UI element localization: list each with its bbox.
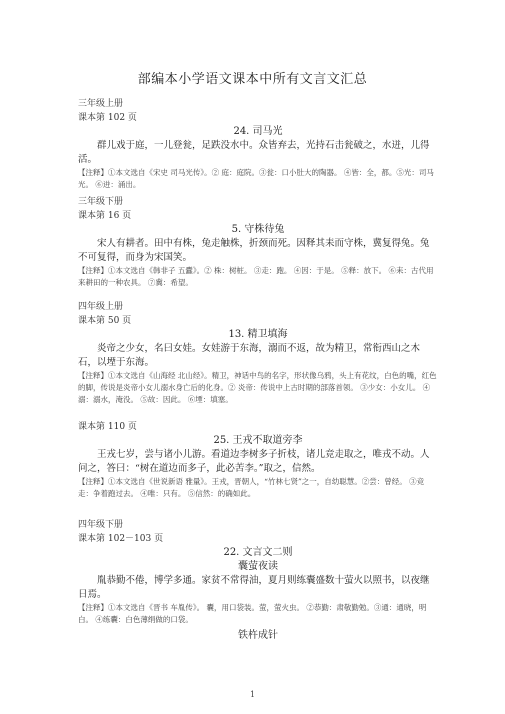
page-reference: 课本第 16 页 (78, 211, 132, 221)
section-wen-yan-wen-er-ze (78, 518, 438, 626)
page-reference: 课本第 110 页 (78, 422, 137, 432)
grade-label: 三年级上册 (78, 99, 124, 109)
lesson-text: 宋人有耕者。田中有株，兔走触株，折颈而死。因释其耒而守株，冀复得兔。兔不可复得，而身为宋国笑。 (78, 238, 430, 263)
lesson-notes: 【注释】①本文选自《世说新语 雅量》。王戎，晋朝人，“竹林七贤”之一，自幼聪慧。②尝：曾经。 ③竞走：争着跑过去。 ④唯：只有。 ⑤信然：的确如此。 (78, 477, 425, 498)
lesson-title: 24. 司马光 (233, 126, 283, 137)
lesson-notes: 【注释】①本文选自《宋史 司马光传》。② 庭：庭院。③瓮：口小肚大的陶器。 ④皆：全，都。⑤光：司马光。 ⑥迸：涌出。 (78, 168, 434, 189)
page-reference: 课本第 102 页 (78, 113, 137, 123)
grade-label: 三年级下册 (78, 197, 124, 207)
page-number: 1 (249, 690, 256, 699)
section-jing-wei-tian-hai (78, 300, 438, 406)
grade-label: 四年级上册 (78, 302, 124, 312)
grade-label: 四年级下册 (78, 520, 124, 530)
section-wang-rong (78, 420, 438, 500)
lesson-title: 13. 精卫填海 (228, 329, 288, 340)
lesson-text: 炎帝之少女，名曰女娃。女娃游于东海，溺而不返，故为精卫，常衔西山之木石，以堙于东海。 (78, 343, 421, 368)
lesson-text: 胤恭勤不倦，博学多通。家贫不常得油，夏月则练囊盛数十萤火以照书，以夜继日焉。 (78, 575, 430, 600)
page-reference: 课本第 102－103 页 (78, 534, 164, 544)
section-tie-chu-cheng-zhen (78, 629, 438, 643)
section-sima-guang (78, 97, 438, 191)
lesson-text: 群儿戏于庭，一儿登瓮，足跌没水中。众皆弃去，光持石击瓮破之，水迸，儿得活。 (78, 140, 430, 165)
lesson-title: 5. 守株待兔 (231, 224, 285, 235)
lesson-notes: 【注释】①本文选自《晋书 车胤传》。 囊，用口袋装。萤，萤火虫。 ②恭勤：肃敬勤勉。③通：通晓，明白。 ④练囊：白色薄绢做的口袋。 (78, 603, 427, 624)
lesson-text: 王戎七岁，尝与诸小儿游。看道边李树多子折枝，诸儿竞走取之，唯戎不动。人问之，答曰：“树在道边而多子，此必苦李。”取之，信然。 (78, 449, 430, 474)
lesson-title: 铁杵成针 (238, 630, 278, 641)
lesson-subtitle: 囊萤夜读 (238, 561, 278, 572)
lesson-title: 25. 王戎不取道旁李 (213, 435, 303, 446)
page-title: 部编本小学语文课本中所有文言文汇总 (137, 72, 368, 87)
lesson-notes: 【注释】①本文选自《山海经 北山经》。精卫，神话中鸟的名字，形状像乌鸦，头上有花纹，白色的嘴，红色的脚，传说是炎帝小女儿溺水身亡后的化身。② 炎帝：传说中上古时期的部落首领。 ③少女：小女儿。 ④溺：溺水，淹没。 ⑤故：因此。 ⑥堙：填塞。 (78, 371, 437, 404)
lesson-notes: 【注释】①本文选自《韩非子 五蠹》。② 株：树桩。 ③走：跑。 ④因：于是。 ⑤释：放下。 ⑥耒：古代用来耕田的一种农具。 ⑦冀：希望。 (78, 266, 434, 287)
page-reference: 课本第 50 页 (78, 316, 132, 326)
lesson-title: 22. 文言文二则 (223, 547, 293, 558)
section-shou-zhu-dai-tu (78, 195, 438, 289)
